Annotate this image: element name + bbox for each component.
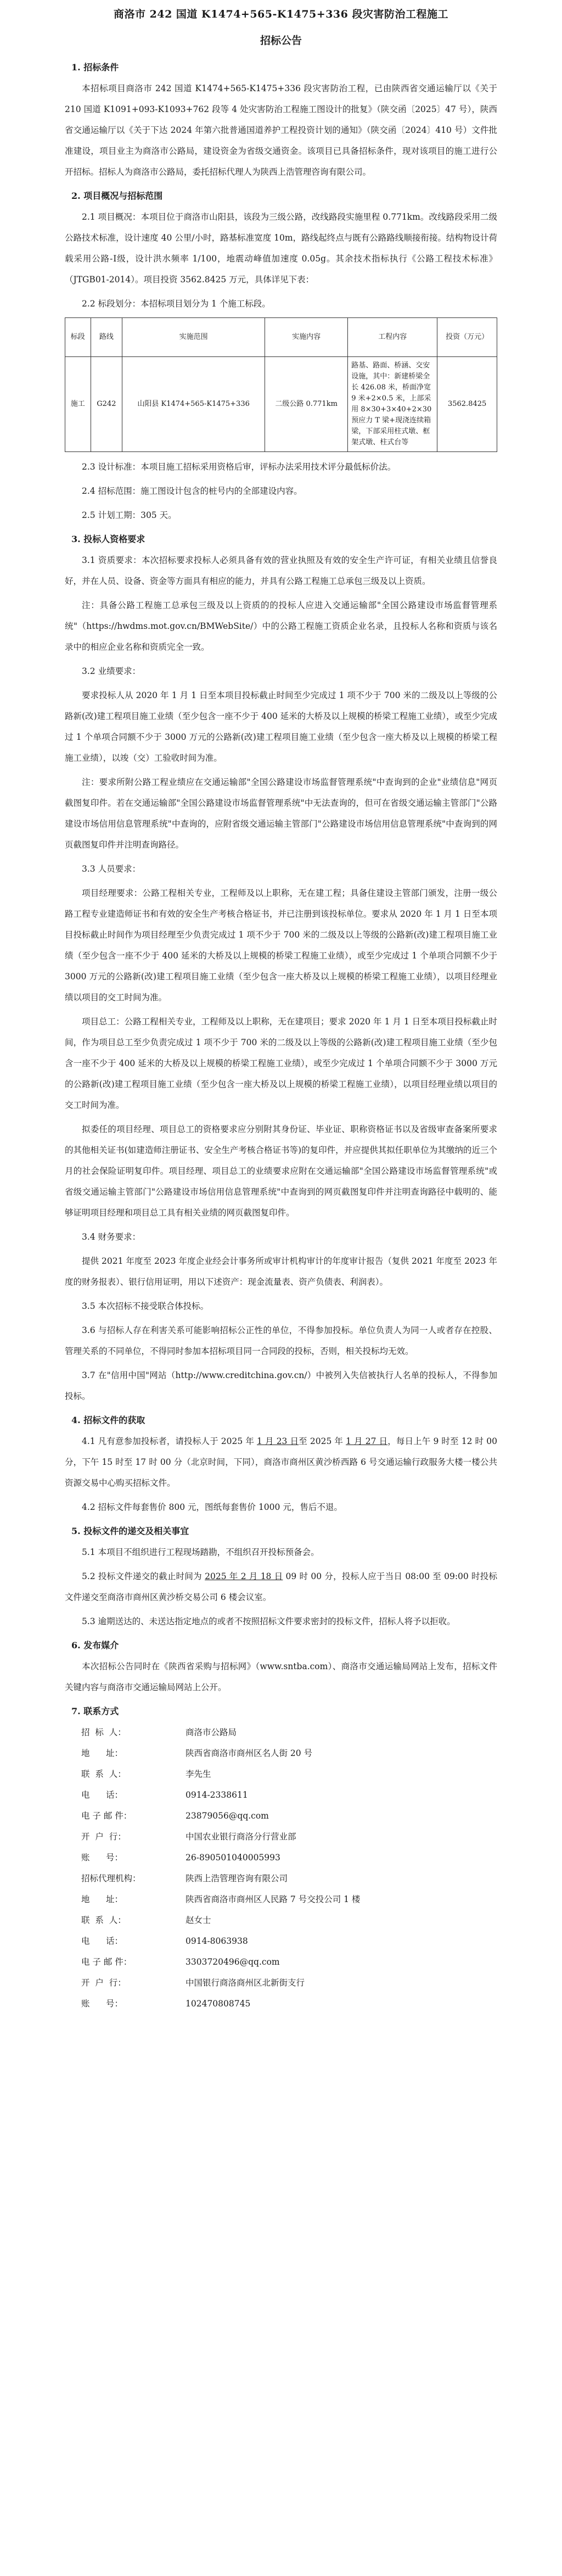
doc-subtitle: 招标公告	[260, 35, 302, 47]
contact-value: 陕西省商洛市商州区名人街 20 号	[186, 1748, 313, 1758]
s4-p1-pre: 4.1 凡有意参加投标者，请投标人于 2025 年	[82, 1436, 257, 1446]
section-5-p3: 5.3 逾期送达的、未送达指定地点的或者不按照招标文件要求密封的投标文件，招标人将予以拒收。	[82, 1616, 456, 1626]
section-3-p4: 要求投标人从 2020 年 1 月 1 日至本项目投标截止时间至少完成过 1 项不少于 700 米的二级及以上等级的公路新(改)建工程项目施工业绩（至少包含一座不少于 400 延米的大桥及以上规模的桥梁工程施工业绩），或至少完成过 1 个单项合同额不少于 3000 万元的公路新(改)建工程项目施工业绩（至少包含一座大桥及以上规模的桥梁工程施工业绩），以竣（交）工验收时间为准。	[65, 690, 497, 763]
contact-key: 开 户 行：	[81, 1978, 126, 1988]
section-5-heading: 5. 投标文件的递交及相关事宜	[71, 1526, 189, 1536]
section-3-p10: 3.4 财务要求：	[82, 1232, 141, 1242]
contact-row	[81, 1931, 497, 1951]
project-table	[65, 317, 497, 452]
section-3-p3: 3.2 业绩要求：	[82, 666, 141, 676]
table-header: 工程内容	[348, 318, 437, 357]
cell-works: 路基、路面、桥涵、交安设施，其中：新建桥梁全长 426.08 米，桥面净宽 9 米+2×0.5 米，上部采用 8×30+3×40+2×30 预应力 T 梁+现浇连续箱梁，下部采用柱式墩、框架式墩、柱式台等	[348, 357, 437, 452]
contact-value: 23879056@qq.com	[186, 1811, 269, 1821]
section-3-p14: 3.7 在"信用中国"网站（http://www.creditchina.gov.cn/）中被列入失信被执行人名单的投标人，不得参加投标。	[65, 1370, 497, 1401]
section-3-p8: 项目总工：公路工程相关专业，工程师及以上职称，无在建项目；要求 2020 年 1 月 1 日至本项目投标截止时间，作为项目总工至少负责完成过 1 项不少于 700 米的二级及以上等级的公路新(改)建工程项目施工业绩（至少包含一座不少于 400 延米的大桥及以上规模的桥梁工程施工业绩），或至少完成过 1 个单项合同额不少于 3000 万元的公路新(改)建工程项目施工业绩（至少包含一座大桥及以上规模的桥梁工程施工业绩），以项目经理业绩以项目的交工时间为准。	[65, 1017, 497, 1110]
contact-row	[81, 1743, 497, 1764]
section-4-heading: 4. 招标文件的获取	[71, 1415, 145, 1425]
section-6-text: 本次招标公告同时在《陕西省采购与招标网》（www.sntba.com）、商洛市交通运输局网站上发布，招标文件关键内容与商洛市交通运输局网站上公开。	[65, 1661, 497, 1692]
section-7-heading: 7. 联系方式	[71, 1706, 119, 1716]
contact-value: 陕西省商洛市商州区人民路 7 号交投公司 1 楼	[186, 1894, 361, 1904]
cell-investment: 3562.8425	[437, 357, 497, 452]
contact-key: 地 址：	[81, 1748, 123, 1758]
table-row	[65, 357, 497, 452]
contact-value: 0914-8063938	[186, 1936, 248, 1946]
section-2-p3: 2.3 设计标准：本项目施工招标采用资格后审，评标办法采用技术评分最低标价法。	[82, 462, 396, 472]
table-header: 投资（万元）	[437, 318, 497, 357]
s4-p1-mid: 至 2025 年	[299, 1436, 346, 1446]
section-1-text: 本招标项目商洛市 242 国道 K1474+565-K1475+336 段灾害防治工程，已由陕西省交通运输厅以《关于 210 国道 K1091+093-K1093+762 段等 4 处灾害防治工程施工图设计的批复》（陕交函〔2025〕47 号），陕西省交通运输厅以《关于下达 2024 年第六批普通国道养护工程投资计划的通知》（陕交函〔2024〕410 号）文件批准建设，项目业主为商洛市公路局，建设资金为省级交通资金。该项目已具备招标条件，现对该项目的施工进行公开招标。招标人为商洛市公路局，委托招标代理人为陕西上浩管理咨询有限公司。	[65, 83, 497, 177]
contact-row	[81, 1868, 497, 1889]
table-header: 路线	[91, 318, 122, 357]
section-2-p2: 2.2 标段划分：本招标项目划分为 1 个施工标段。	[82, 299, 271, 309]
contact-value: 李先生	[186, 1769, 211, 1779]
contact-key: 账 号：	[81, 1999, 123, 2009]
doc-title: 商洛市 242 国道 K1474+565-K1475+336 段灾害防治工程施工	[114, 8, 448, 20]
contact-row	[81, 1951, 497, 1972]
contact-row	[81, 1722, 497, 1743]
start-date: 1 月 23 日	[257, 1436, 299, 1446]
section-3-heading: 3. 投标人资格要求	[71, 534, 145, 544]
contact-value: 中国农业银行商洛分行营业部	[186, 1832, 296, 1842]
contact-key: 联 系 人：	[81, 1769, 126, 1779]
s5-p2-pre: 5.2 投标文件递交的截止时间为	[82, 1571, 205, 1581]
section-2-p4: 2.4 招标范围：施工图设计包含的桩号内的全部建设内容。	[82, 486, 302, 496]
table-header: 实施范围	[122, 318, 265, 357]
section-1-heading: 1. 招标条件	[71, 62, 119, 73]
contact-value: 0914-2338611	[186, 1790, 248, 1800]
section-3-p12: 3.5 本次招标不接受联合体投标。	[82, 1301, 209, 1311]
section-2-p1: 2.1 项目概况：本项目位于商洛市山阳县，该段为三级公路，改线路段实施里程 0.771km。改线路段采用二级公路技术标准，设计速度 40 公里/小时，路基标准宽度 10m，路线起终点与既有公路路线顺接衔接。结构物设计荷载采用公路-Ⅰ级，设计洪水频率 1/100，地震动峰值加速度 0.05g。其余技术指标执行《公路工程技术标准》（JTGB01-2014）。项目投资 3562.8425 万元，具体详见下表：	[65, 212, 497, 285]
section-3-p7: 项目经理要求：公路工程相关专业，工程师及以上职称，无在建工程；具备住建设主管部门颁发，注册一级公路工程专业建造师证书和有效的安全生产考核合格证书，并已注册到该投标单位。要求从 2020 年 1 月 1 日至本项目投标截止时间作为项目经理至少负责完成过 1 项不少于 700 米的二级及以上等级的公路新(改)建工程项目施工业绩（至少包含一座不少于 400 延米的大桥及以上规模的桥梁工程施工业绩），或至少完成过 1 个单项合同额不少于 3000 万元的公路新(改)建工程项目施工业绩（至少包含一座大桥及以上规模的桥梁工程施工业绩），以项目经理业绩以项目的交工时间为准。	[65, 888, 497, 1002]
contact-value: 中国银行商洛商州区北新街支行	[186, 1978, 305, 1988]
contact-row	[81, 1910, 497, 1931]
contact-row	[81, 1764, 497, 1785]
contact-key: 地 址：	[81, 1894, 123, 1904]
contact-row	[81, 1847, 497, 1868]
contact-value: 3303720496@qq.com	[186, 1957, 280, 1967]
contact-list	[65, 1722, 497, 2014]
contact-row	[81, 1972, 497, 1993]
table-header-row	[65, 318, 497, 357]
s5-p2-post: 09 时 00 分，投标人应于当日 08:00 至 09:00 时投标文件递交至商洛市商州区黄沙桥交易公司 6 楼会议室。	[65, 1571, 497, 1602]
contact-key: 联 系 人：	[81, 1915, 126, 1925]
contact-key: 招 标 人：	[81, 1727, 126, 1737]
contact-value: 陕西上浩管理咨询有限公司	[186, 1874, 288, 1883]
contact-key: 电 话：	[81, 1936, 123, 1946]
contact-key: 账 号：	[81, 1853, 123, 1863]
cell-route: G242	[91, 357, 122, 452]
section-2-heading: 2. 项目概况与招标范围	[71, 191, 163, 201]
contact-row	[81, 1785, 497, 1805]
contact-row	[81, 1805, 497, 1826]
section-3-p1: 3.1 资质要求：本次招标要求投标人必须具备有效的营业执照及有效的安全生产许可证，有相关业绩且信誉良好，并在人员、设备、资金等方面具有相应的能力，并具有公路工程施工总承包三级及以上资质。	[65, 555, 497, 586]
section-6-heading: 6. 发布媒介	[71, 1640, 119, 1651]
section-3-p5: 注：要求所附公路工程业绩应在交通运输部"全国公路建设市场监督管理系统"中查询到的企业"业绩信息"网页截图复印件。若在交通运输部"全国公路建设市场监督管理系统"中无法查询的，但可在省级交通运输主管部门"公路建设市场信用信息管理系统"中查询的，应附省级交通运输主管部门"公路建设市场信用信息管理系统"中查询到的网页截图复印件并注明查询路径。	[65, 777, 497, 850]
section-2-p5: 2.5 计划工期：305 天。	[82, 510, 177, 520]
contact-key: 招标代理机构：	[81, 1874, 141, 1883]
section-3-p6: 3.3 人员要求：	[82, 864, 141, 874]
contact-key: 电 子 邮 件：	[81, 1811, 132, 1821]
section-5-p1: 5.1 本项目不组织进行工程现场踏勘，不组织召开投标预备会。	[82, 1547, 319, 1557]
contact-key: 电 话：	[81, 1790, 123, 1800]
table-header: 实施内容	[265, 318, 348, 357]
doc-body	[0, 57, 562, 2014]
contact-row	[81, 1826, 497, 1847]
section-3-p2: 注：具备公路工程施工总承包三级及以上资质的的投标人应进入交通运输部"全国公路建设市场监督管理系统"（https://hwdms.mot.gov.cn/BMWebSite/）中的公路工程施工资质企业名录，且投标人名称和资质与该名录中的相应企业名称和资质完全一致。	[65, 600, 497, 652]
table-header: 标段	[65, 318, 91, 357]
cell-scope: 二级公路 0.771km	[265, 357, 348, 452]
section-3-p9: 拟委任的项目经理、项目总工的资格要求应分别附其身份证、毕业证、职称资格证书以及省级审查备案所要求的其他相关证书(如建造师注册证书、安全生产考核合格证书等)的复印件，并应提供其拟任职单位为其缴纳的近三个月的社会保险证明复印件。项目经理、项目总工的业绩要求应附在交通运输部"全国公路建设市场监督管理系统"或省级交通运输主管部门"公路建设市场信用信息管理系统"中查询到的网页截图复印件并注明查询路径中载明的、能够证明项目经理和项目总工具有相关业绩的网页截图复印件。	[65, 1124, 497, 1218]
contact-value: 商洛市公路局	[186, 1727, 237, 1737]
s4-p1-post: ，每日上午 9 时至 12 时 00 分，下午 15 时至 17 时 00 分（北京时间，下同），商洛市商州区黄沙桥西路 6 号交通运输行政服务大楼一楼公共资源交易中心购买招标文件。	[65, 1436, 497, 1488]
section-3-p11: 提供 2021 年度至 2023 年度企业经会计事务所或审计机构审计的年度审计报告（复供 2021 年度至 2023 年度的财务报表）、银行信用证明，用以下述资产：现金流量表、资产负债表、利润表）。	[65, 1256, 497, 1287]
contact-key: 电 子 邮 件：	[81, 1957, 132, 1967]
section-5-p2	[65, 1566, 497, 1608]
deadline-date: 2025 年 2 月 18 日	[205, 1571, 283, 1581]
contact-value: 赵女士	[186, 1915, 211, 1925]
cell-section: 施工	[65, 357, 91, 452]
end-date: 1 月 27 日	[346, 1436, 388, 1446]
cell-range: 山阳县 K1474+565-K1475+336	[122, 357, 265, 452]
contact-row	[81, 1993, 497, 2014]
contact-row	[81, 1889, 497, 1910]
section-4-p1	[65, 1431, 497, 1493]
section-3-p13: 3.6 与招标人存在利害关系可能影响招标公正性的单位，不得参加投标。单位负责人为同一人或者存在控股、管理关系的不同单位，不得同时参加本招标项目同一合同段的投标，否则，相关投标均无效。	[65, 1325, 497, 1356]
contact-value: 26-890501040005993	[186, 1853, 280, 1863]
section-4-p2: 4.2 招标文件每套售价 800 元，图纸每套售价 1000 元，售后不退。	[82, 1502, 342, 1512]
contact-key: 开 户 行：	[81, 1832, 126, 1842]
contact-value: 102470808745	[186, 1999, 251, 2009]
